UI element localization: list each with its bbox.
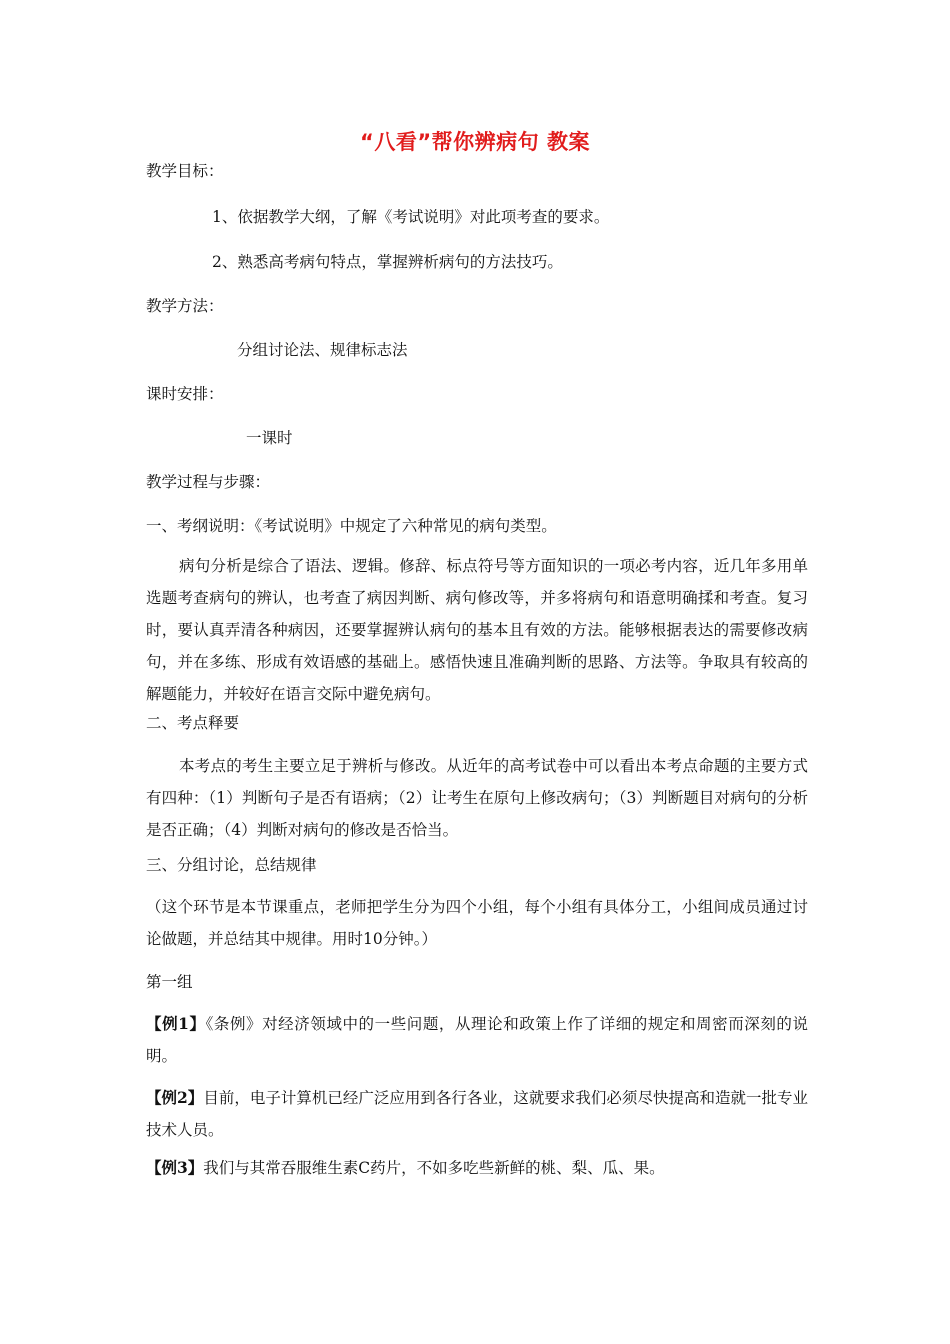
section-1-heading: 一、考纲说明：《考试说明》中规定了六种常见的病句类型。 xyxy=(146,517,557,535)
methods-text: 分组讨论法、规律标志法 xyxy=(237,341,408,359)
section-3-body: （这个环节是本节课重点，老师把学生分为四个小组，每个小组有具体分工，小组间成员通过讨论做题，并总结其中规律。用时10分钟。） xyxy=(146,898,808,948)
example-label: 【例3】 xyxy=(146,1158,204,1177)
section-3-heading: 三、分组讨论，总结规律 xyxy=(146,856,317,874)
objective-item-2: 2、熟悉高考病句特点，掌握辨析病句的方法技巧。 xyxy=(212,253,563,271)
example-1 xyxy=(146,1008,808,1072)
example-text: 《条例》对经济领域中的一些问题，从理论和政策上作了详细的规定和周密而深刻的说明。 xyxy=(146,1015,808,1065)
example-3 xyxy=(146,1152,808,1184)
objective-item-1: 1、依据教学大纲，了解《考试说明》对此项考查的要求。 xyxy=(212,208,610,226)
document-title: “八看”帮你辨病句 教案 xyxy=(360,130,590,154)
section-1-body: 病句分析是综合了语法、逻辑。修辞、标点符号等方面知识的一项必考内容，近几年多用单选题考查病句的辨认，也考查了病因判断、病句修改等，并多将病句和语意明确揉和考查。复习时，要认真弄清各种病因，还要掌握辨认病句的基本且有效的方法。能够根据表达的需要修改病句，并在多练、形成有效语感的基础上。感悟快速且准确判断的思路、方法等。争取具有较高的解题能力，并较好在语言交际中避免病句。 xyxy=(146,557,808,703)
example-2 xyxy=(146,1082,808,1146)
example-label: 【例2】 xyxy=(146,1088,204,1107)
methods-heading: 教学方法： xyxy=(146,297,224,315)
example-text: 目前，电子计算机已经广泛应用到各行各业，这就要求我们必须尽快提高和造就一批专业技术人员。 xyxy=(146,1089,808,1139)
objectives-heading: 教学目标： xyxy=(146,162,224,180)
schedule-text: 一课时 xyxy=(246,429,293,447)
schedule-heading: 课时安排： xyxy=(146,385,224,403)
process-heading: 教学过程与步骤： xyxy=(146,473,271,491)
example-label: 【例1】 xyxy=(146,1014,206,1033)
group-1-heading: 第一组 xyxy=(146,973,193,991)
section-2-body: 本考点的考生主要立足于辨析与修改。从近年的高考试卷中可以看出本考点命题的主要方式有四种：（1）判断句子是否有语病；（2）让考生在原句上修改病句；（3）判断题目对病句的分析是否正确；（4）判断对病句的修改是否恰当。 xyxy=(146,757,808,839)
example-text: 我们与其常吞服维生素C药片，不如多吃些新鲜的桃、梨、瓜、果。 xyxy=(203,1159,665,1177)
section-2-heading: 二、考点释要 xyxy=(146,714,240,732)
